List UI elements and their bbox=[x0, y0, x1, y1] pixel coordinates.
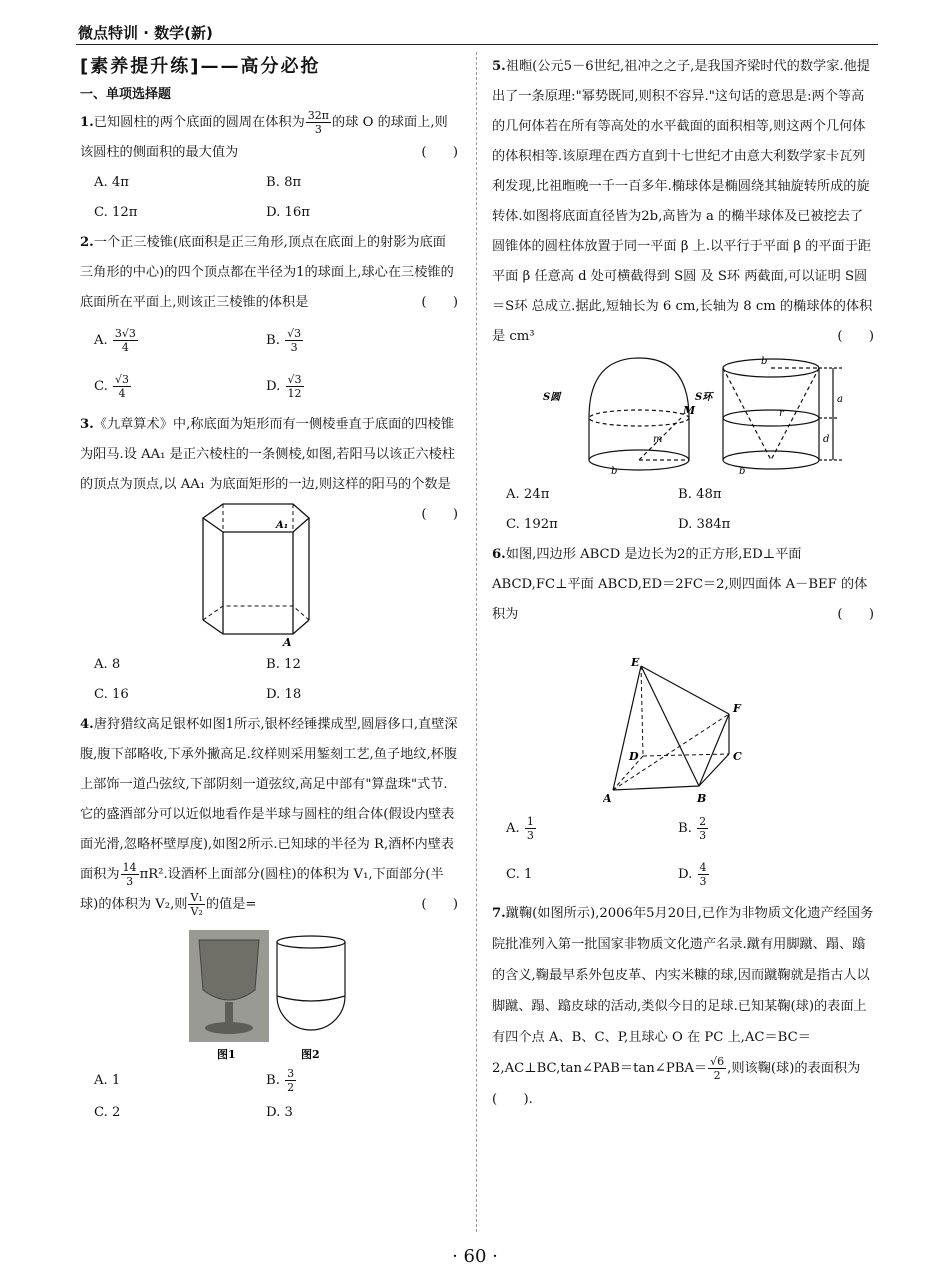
option[interactable]: C. 192π bbox=[506, 517, 558, 532]
tetrahedron-figure bbox=[492, 656, 874, 806]
section-subtitle: 一、单项选择题 bbox=[80, 87, 172, 102]
page-header: 微点特训 · 数学(新) bbox=[78, 24, 213, 42]
question-2: 2.一个正三棱锥(底面积是正三角形,顶点在底面上的射影为底面三角形的中心)的四个顶点都在半径为1的球面上,球心在三棱锥的底面所在平面上,则该正三棱锥的体积是 ( ) bbox=[80, 228, 458, 318]
question-7: 7.蹴鞠(如图所示),2006年5月20日,已作为非物质文化遗产经国务院批准列入第一批国家非物质文化遗产名录.蹴有用脚蹴、蹋、蹹的含义,鞠最早系外包皮革、内实米糠的球,因而蹴鞠就是指古人以脚蹴、蹋、蹹皮球的活动,类似今日的足球.已知某鞠(球)的表面上有四个点 A、B、C、P,且球心 O 在 PC 上,AC＝BC＝2,AC⊥BC,tan∠PAB＝tan∠PBA＝ $\frac{√6}{2}$ ,则该鞠(球)的表面积为( ). bbox=[492, 906, 874, 1107]
answer-paren: ( ) bbox=[421, 145, 458, 160]
options-q5 bbox=[492, 480, 874, 540]
svg-text:A: A bbox=[603, 792, 612, 805]
ellipsoid-svg bbox=[513, 356, 853, 480]
option[interactable]: D. $\frac{√3}{12}$ bbox=[266, 373, 302, 400]
svg-text:E: E bbox=[631, 656, 640, 669]
svg-text:S环: S环 bbox=[695, 392, 713, 403]
option[interactable]: A. 1 bbox=[94, 1073, 121, 1088]
option[interactable]: D. 16π bbox=[266, 205, 310, 220]
answer-paren: ( ) bbox=[421, 507, 458, 522]
option[interactable]: B. 48π bbox=[678, 487, 722, 502]
svg-text:b: b bbox=[611, 466, 618, 477]
option[interactable]: A. $\frac{1}{3}$ bbox=[506, 815, 534, 842]
option[interactable]: C. 2 bbox=[94, 1105, 121, 1120]
label-A: A bbox=[282, 636, 292, 649]
option[interactable]: C. 12π bbox=[94, 205, 138, 220]
option[interactable]: A. 4π bbox=[94, 175, 129, 190]
left-column bbox=[80, 52, 458, 1129]
option[interactable]: D. $\frac{4}{3}$ bbox=[678, 861, 707, 888]
option[interactable]: A. 24π bbox=[506, 487, 550, 502]
answer-paren: ( ) bbox=[421, 295, 458, 310]
option[interactable]: D. 384π bbox=[678, 517, 731, 532]
question-4: 4.唐狩猎纹高足银杯如图1所示,银杯经锤揲成型,圆唇侈口,直壁深腹,腹下部略收,下承外撇高足.纹样则采用錾刻工艺,鱼子地纹,杯腹上部饰一道凸弦纹,下部阴刻一道弦纹,高足中部有"算盘珠"式节.它的盛酒部分可以近似地看作是半球与圆柱的组合体(假设内壁表面光滑,忽略杯壁厚度),如图2所示.已知球的半径为 R,酒杯内壁表面积为 $\frac{14}{3}$ πR².设酒杯上面部分(圆柱)的体积为 V₁,下面部分(半球)的体积为 V₂,则 $\frac{\text{V₁}}{\text{V₂}}$ 的值是= ( ) bbox=[80, 717, 458, 918]
prism-svg bbox=[181, 500, 321, 650]
options-q1 bbox=[80, 168, 458, 228]
option[interactable]: A. $\frac{3√3}{4}$ bbox=[94, 327, 136, 354]
fraction: $\frac{32\pi}{3}$ bbox=[307, 109, 330, 136]
question-6: 6.如图,四边形 ABCD 是边长为2的正方形,ED⊥平面 ABCD,FC⊥平面 ABCD,ED＝2FC＝2,则四面体 A－BEF 的体积为 ( ) bbox=[492, 540, 874, 630]
option[interactable]: B. $\frac{3}{2}$ bbox=[266, 1067, 295, 1094]
svg-text:S圆: S圆 bbox=[543, 392, 561, 403]
svg-text:D: D bbox=[629, 750, 639, 763]
svg-text:B: B bbox=[697, 792, 707, 805]
label-A1: A₁ bbox=[275, 520, 288, 531]
svg-text:b: b bbox=[761, 356, 768, 367]
svg-text:C: C bbox=[733, 750, 742, 763]
option[interactable]: B. 8π bbox=[266, 175, 302, 190]
options-q6 bbox=[492, 806, 874, 898]
right-column bbox=[492, 52, 874, 1115]
svg-text:a: a bbox=[837, 394, 843, 405]
section-title: [素养提升练]——高分必抢 bbox=[80, 56, 321, 77]
option[interactable]: C. 16 bbox=[94, 687, 129, 702]
svg-text:b: b bbox=[739, 466, 746, 477]
page-number: · 60 · bbox=[452, 1246, 498, 1267]
fig1-caption: 图1 bbox=[217, 1048, 236, 1061]
option[interactable]: B. 12 bbox=[266, 657, 301, 672]
svg-text:d: d bbox=[823, 434, 830, 445]
option[interactable]: D. 3 bbox=[266, 1105, 293, 1120]
options-q4 bbox=[80, 1065, 458, 1129]
option[interactable]: B. $\frac{2}{3}$ bbox=[678, 815, 707, 842]
answer-paren: ( ) bbox=[837, 329, 874, 344]
ellipsoid-figure bbox=[492, 356, 874, 480]
cup-svg bbox=[189, 930, 349, 1065]
header-rule bbox=[76, 44, 878, 45]
question-1: 1.已知圆柱的两个底面的圆周在体积为 $\frac{32\pi}{3}$ 的球 O 的球面上,则该圆柱的侧面积的最大值为 ( ) bbox=[80, 108, 458, 168]
option[interactable]: D. 18 bbox=[266, 687, 302, 702]
options-q3 bbox=[80, 650, 458, 710]
svg-text:r: r bbox=[779, 408, 784, 419]
option[interactable]: B. $\frac{√3}{3}$ bbox=[266, 327, 302, 354]
question-3: 3.《九章算术》中,称底面为矩形而有一侧棱垂直于底面的四棱锥为阳马.设 AA₁ 是正六棱柱的一条侧棱,如图,若阳马以该正六棱柱的顶点为顶点,以 AA₁ 为底面矩形的一边,则这样的阳马的个数是 ( ) bbox=[80, 410, 458, 500]
column-divider bbox=[476, 52, 477, 1232]
svg-text:m: m bbox=[653, 434, 663, 445]
hexagonal-prism-figure bbox=[80, 500, 421, 650]
answer-paren: ( ) bbox=[421, 897, 458, 912]
option[interactable]: A. 8 bbox=[94, 657, 121, 672]
question-5: 5.祖暅(公元5－6世纪,祖冲之之子,是我国齐梁时代的数学家.他提出了一条原理:"幂势既同,则积不容异."这句话的意思是:两个等高的几何体若在所有等高处的水平截面的面积相等,则这两个几何体的体积相等.该原理在西方直到十七世纪才由意大利数学家卡瓦列利发现,比祖暅晚一千一百多年.椭球体是椭圆绕其轴旋转所成的旋转体.如图将底面直径皆为2b,高皆为 a 的椭半球体及已被挖去了圆锥体的圆柱体放置于同一平面 β 上.以平行于平面 β 的平面于距平面 β 任意高 d 处可横截得到 S圆 及 S环 两截面,可以证明 S圆＝S环 总成立.据此,短轴长为 6 cm,长轴为 8 cm 的椭球体的体积是 cm³ ( ) bbox=[492, 52, 874, 352]
svg-text:M: M bbox=[683, 404, 696, 417]
options-q2 bbox=[80, 318, 458, 410]
fig2-caption: 图2 bbox=[301, 1048, 320, 1061]
tetra-svg bbox=[603, 656, 763, 806]
svg-text:F: F bbox=[733, 702, 741, 715]
option[interactable]: C. 1 bbox=[506, 867, 533, 882]
silver-cup-figure bbox=[80, 930, 458, 1065]
answer-paren: ( ) bbox=[837, 607, 874, 622]
option[interactable]: C. $\frac{√3}{4}$ bbox=[94, 373, 130, 400]
